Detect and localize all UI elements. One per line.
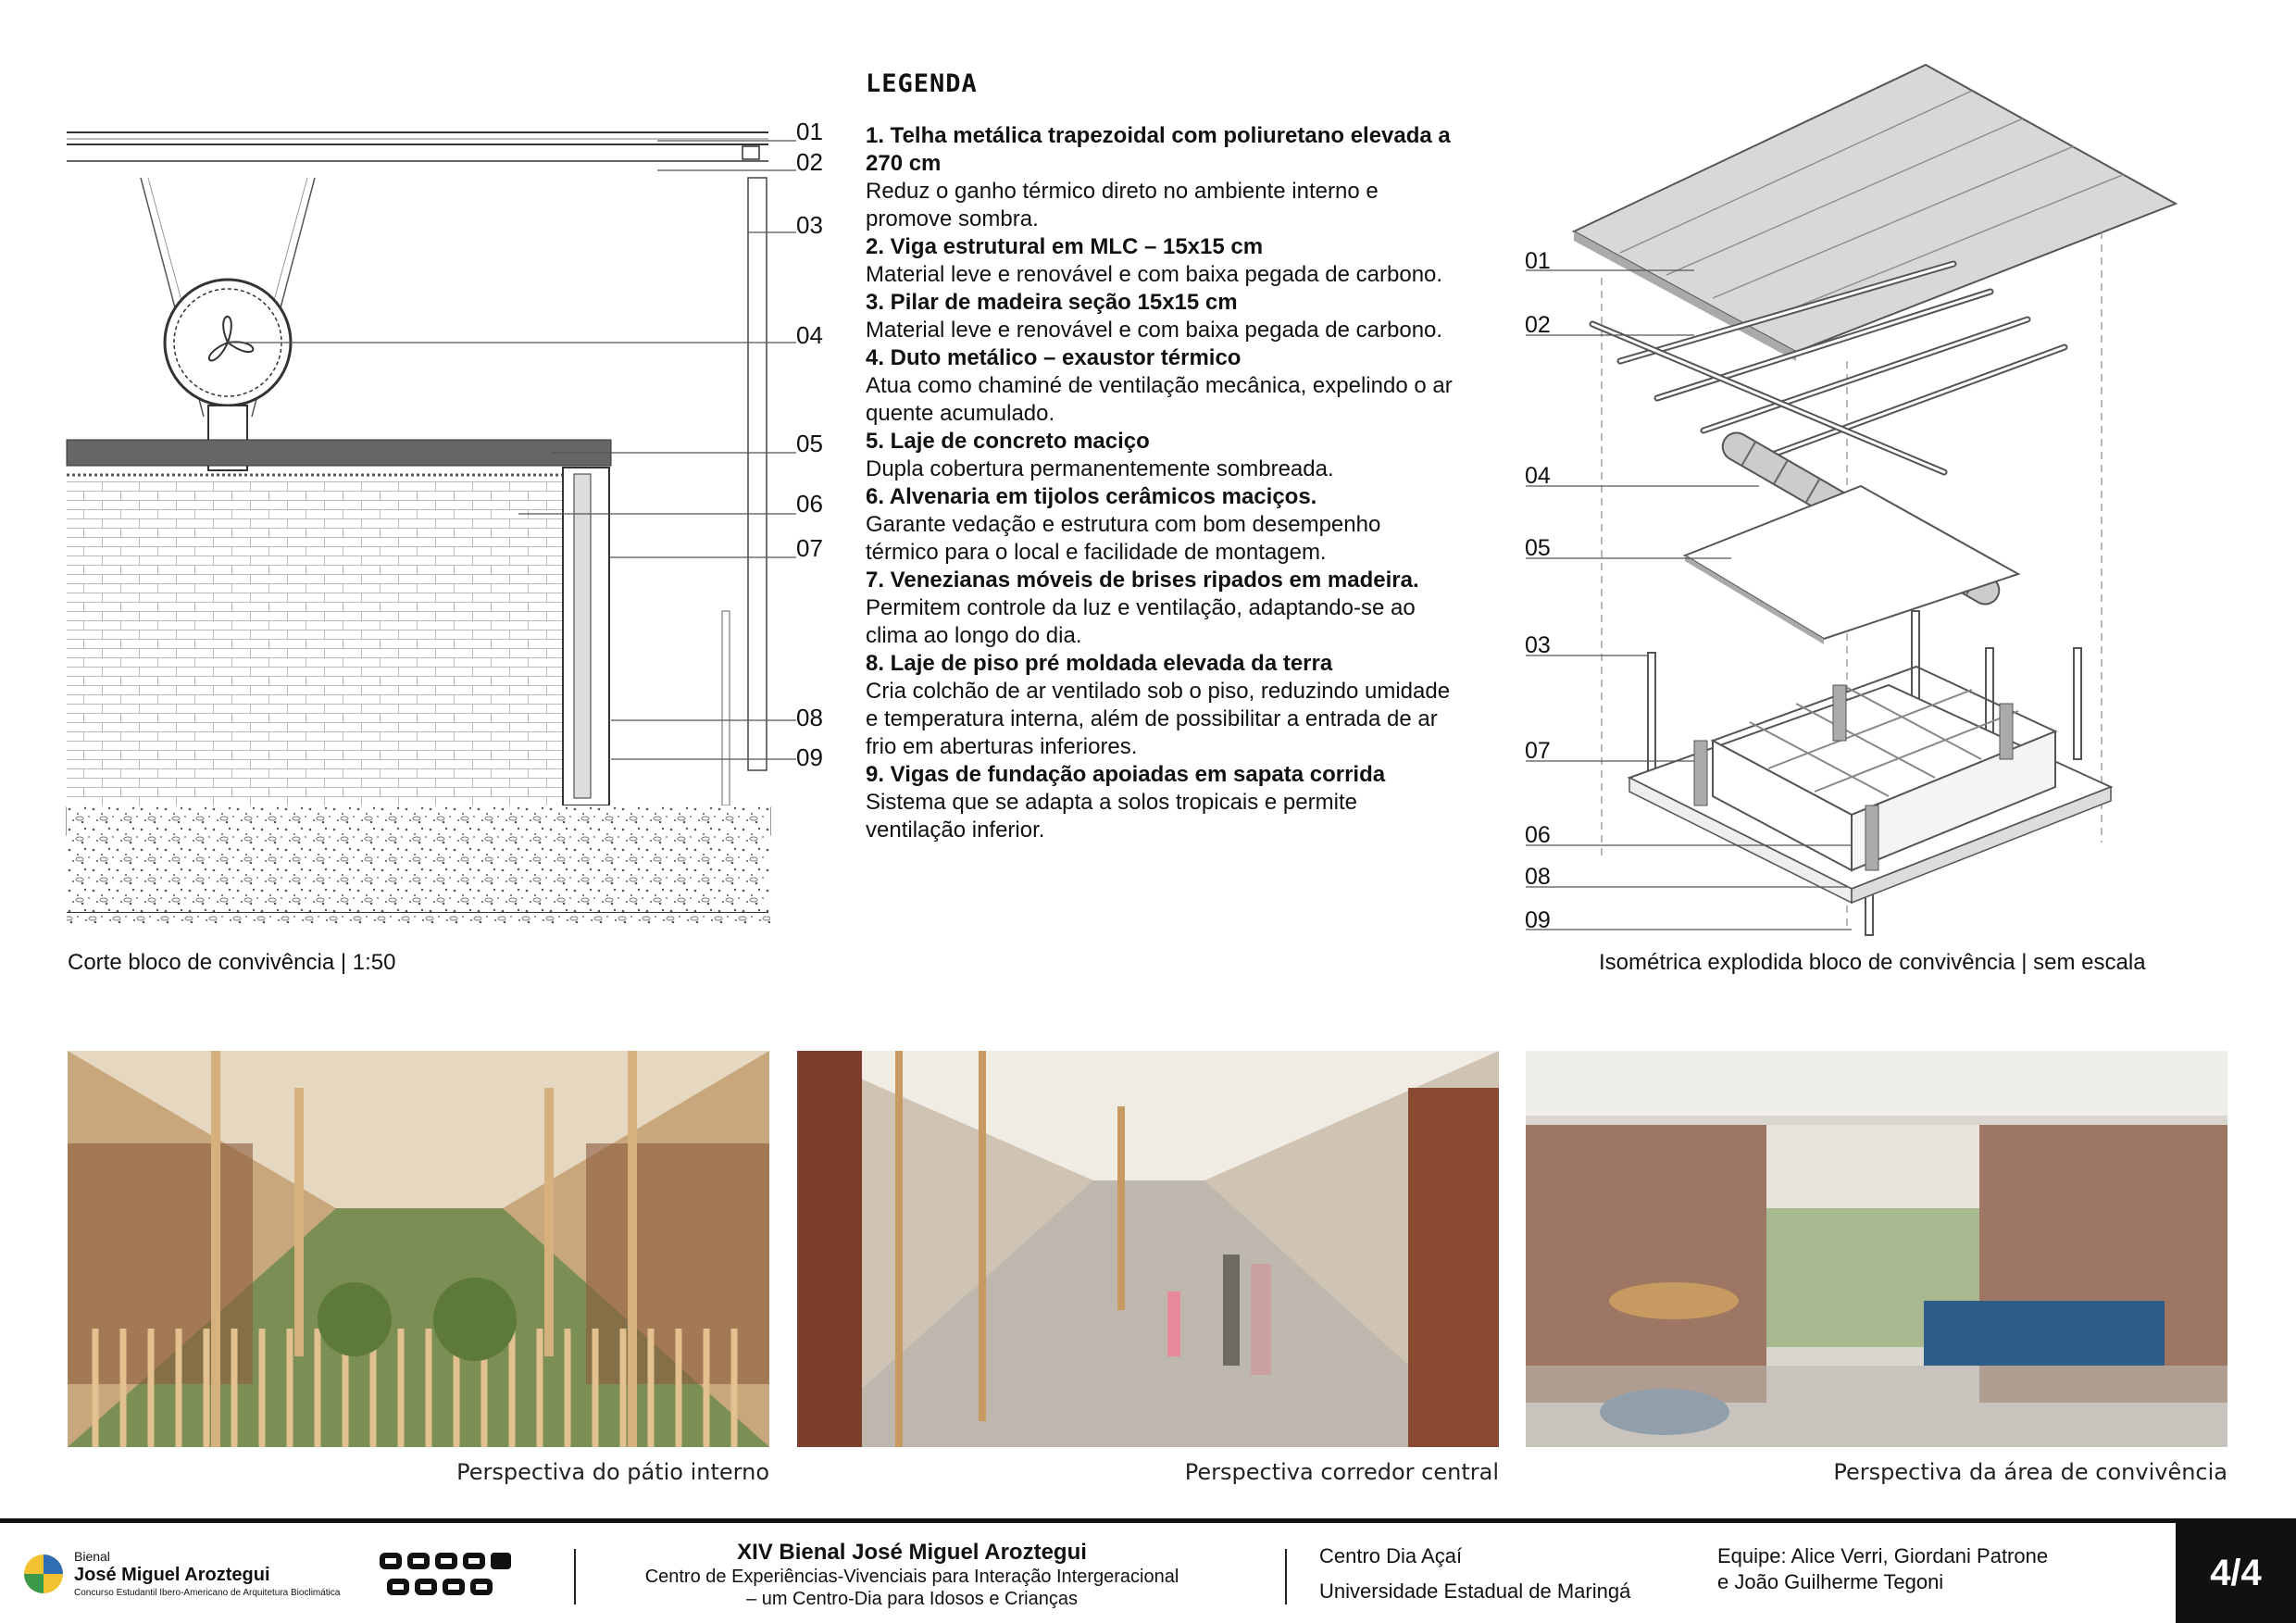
footer-separator	[574, 1549, 576, 1604]
legend-item-head: 4. Duto metálico – exaustor térmico	[866, 345, 1242, 370]
legend-item-head: 3. Pilar de madeira seção 15x15 cm	[866, 290, 1238, 315]
iso-label-02: 02	[1525, 312, 1551, 338]
logo-subtitle: Concurso Estudantil Ibero-Americano de Arquitetura Bioclimática	[74, 1588, 341, 1598]
legend	[866, 69, 1458, 844]
legend-item-7	[866, 567, 1458, 650]
legend-item-desc: Permitem controle da luz e ventilação, adaptando-se ao clima ao longo do dia.	[866, 595, 1416, 648]
section-drawing	[56, 111, 842, 926]
page-number: 4/4	[2176, 1523, 2296, 1623]
photo-caption-courtyard: Perspectiva do pátio interno	[456, 1459, 769, 1485]
section-label-04: 04	[796, 321, 823, 349]
legend-item-8	[866, 650, 1458, 761]
legend-item-6	[866, 483, 1458, 567]
legend-item-head: 2. Viga estrutural em MLC – 15x15 cm	[866, 234, 1264, 259]
section-caption: Corte bloco de convivência | 1:50	[68, 950, 396, 975]
section-soil	[67, 805, 770, 912]
legend-item-head: 6. Alvenaria em tijolos cerâmicos maciços.	[866, 484, 1317, 509]
team-line-1: Equipe: Alice Verri, Giordani Patrone	[1717, 1544, 2049, 1567]
legend-item-2	[866, 233, 1458, 289]
event-subtitle-2: – um Centro-Dia para Idosos e Crianças	[746, 1589, 1078, 1609]
section-label-03: 03	[796, 211, 823, 239]
event-title: XIV Bienal José Miguel Aroztegui	[737, 1540, 1087, 1565]
legend-item-desc: Dupla cobertura permanentemente sombreada.	[866, 456, 1334, 481]
photo-caption-corridor: Perspectiva corredor central	[1184, 1459, 1499, 1485]
logo-small-text: Bienal	[74, 1549, 110, 1564]
project-name: Centro Dia Açaí	[1319, 1544, 1463, 1567]
isometric-drawing	[1518, 56, 2185, 944]
section-label-02: 02	[796, 148, 823, 176]
legend-item-4	[866, 344, 1458, 428]
team-line-2: e João Guilherme Tegoni	[1717, 1570, 1944, 1593]
iso-label-03: 03	[1525, 632, 1551, 658]
iso-label-09: 09	[1525, 907, 1551, 933]
iso-label-06: 06	[1525, 822, 1551, 848]
university-name: Universidade Estadual de Maringá	[1319, 1579, 1631, 1603]
isometric-caption: Isométrica explodida bloco de convivência | sem escala	[1599, 950, 2146, 975]
legend-item-desc: Reduz o ganho térmico direto no ambiente interno e promove sombra.	[866, 179, 1379, 231]
legend-item-1	[866, 122, 1458, 233]
bienal-logo-icon	[22, 1546, 65, 1602]
legend-item-5	[866, 428, 1458, 483]
legend-item-3	[866, 289, 1458, 344]
legend-item-desc: Atua como chaminé de ventilação mecânica, expelindo o ar quente acumulado.	[866, 373, 1453, 426]
legend-title: LEGENDA	[866, 69, 978, 98]
section-label-07: 07	[796, 534, 823, 562]
legend-item-desc: Cria colchão de ar ventilado sob o piso, reduzindo umidade e temperatura interna, além de possibilitar a entrada de ar frio em aberturas inferiores.	[866, 679, 1451, 759]
footer	[0, 1518, 2296, 1623]
photo-courtyard	[68, 1051, 769, 1447]
section-label-09: 09	[796, 743, 823, 771]
legend-item-head: 8. Laje de piso pré moldada elevada da terra	[866, 651, 1333, 676]
logo-name: José Miguel Aroztegui	[74, 1565, 270, 1585]
legend-item-head: 5. Laje de concreto maciço	[866, 429, 1150, 454]
legend-item-desc: Sistema que se adapta a solos tropicais e permite ventilação inferior.	[866, 790, 1357, 843]
iso-label-08: 08	[1525, 864, 1551, 890]
partner-logo-icon	[380, 1549, 514, 1603]
legend-item-desc: Material leve e renovável e com baixa pegada de carbono.	[866, 318, 1443, 343]
legend-item-head: 1. Telha metálica trapezoidal com poliuretano elevada a 270 cm	[866, 123, 1451, 176]
legend-item-9	[866, 761, 1458, 844]
iso-label-07: 07	[1525, 738, 1551, 764]
section-label-05: 05	[796, 430, 823, 457]
iso-label-04: 04	[1525, 463, 1551, 489]
iso-label-01: 01	[1525, 248, 1551, 274]
event-subtitle-1: Centro de Experiências-Vivenciais para Interação Intergeracional	[644, 1567, 1179, 1587]
section-label-08: 08	[796, 704, 823, 731]
photo-corridor	[797, 1051, 1499, 1447]
legend-item-head: 7. Venezianas móveis de brises ripados em madeira.	[866, 568, 1419, 593]
legend-item-head: 9. Vigas de fundação apoiadas em sapata corrida	[866, 762, 1386, 787]
photo-living-area	[1526, 1051, 2227, 1447]
section-label-06: 06	[796, 490, 823, 518]
section-label-01: 01	[796, 118, 823, 145]
iso-label-05: 05	[1525, 535, 1551, 561]
legend-item-desc: Garante vedação e estrutura com bom desempenho térmico para o local e facilidade de montagem.	[866, 512, 1381, 565]
legend-item-desc: Material leve e renovável e com baixa pegada de carbono.	[866, 262, 1443, 287]
footer-separator	[1285, 1549, 1287, 1604]
photo-caption-living-area: Perspectiva da área de convivência	[1833, 1459, 2227, 1485]
